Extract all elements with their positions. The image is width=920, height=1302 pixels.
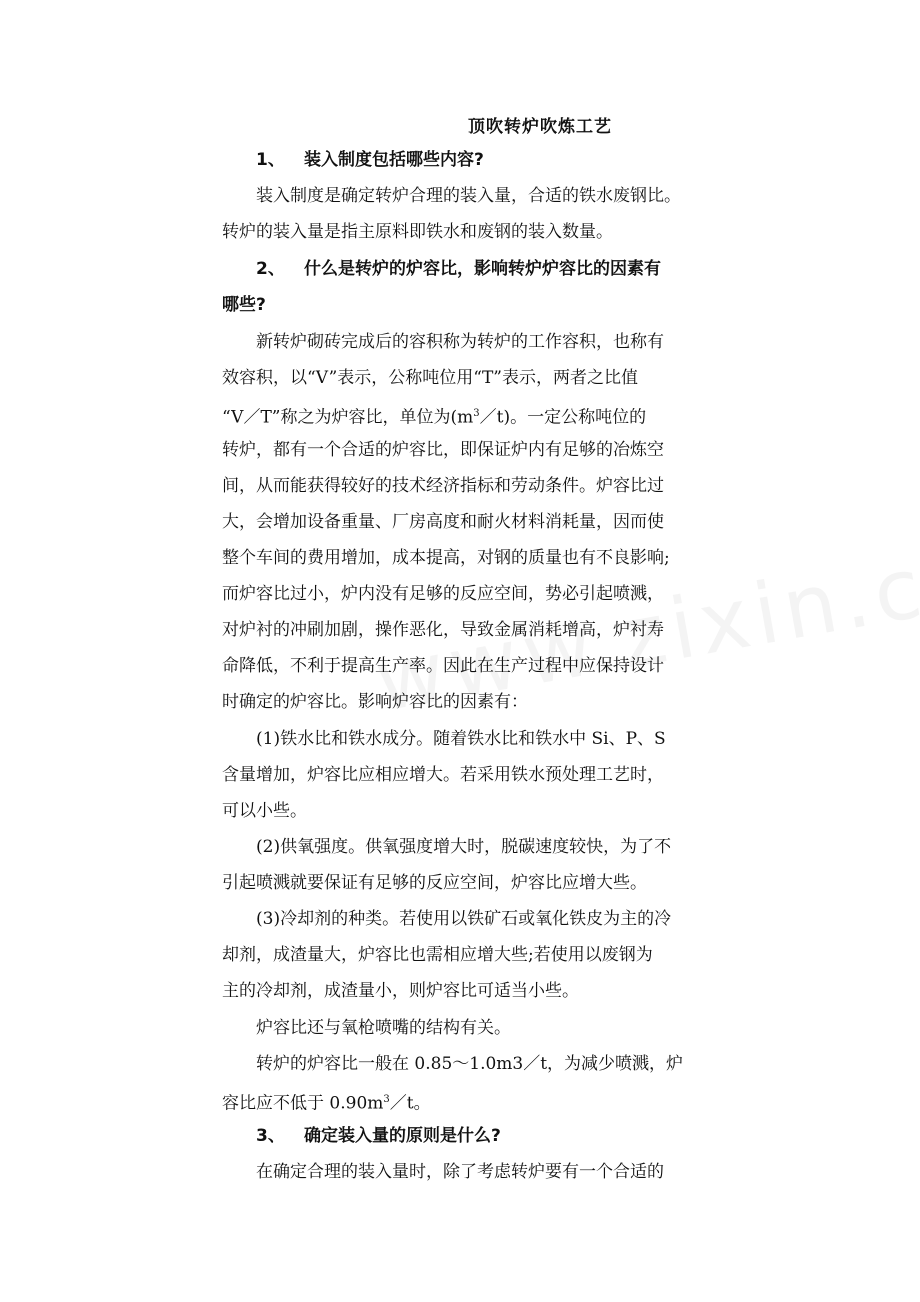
paragraph-line: 整个车间的费用增加，成本提高，对钢的质量也有不良影响; (222, 548, 670, 568)
paragraph-line: 含量增加，炉容比应相应增大。若采用铁水预处理工艺时， (222, 765, 664, 785)
question-2 (256, 257, 661, 281)
question-number: 3、 (256, 1126, 285, 1146)
paragraph-line (222, 1088, 431, 1116)
question-number: 1、 (256, 150, 285, 170)
paragraph-line: 炉容比还与氧枪喷嘴的结构有关。 (256, 1018, 511, 1038)
paragraph-line: 却剂，成渣量大，炉容比也需相应增大些;若使用以废钢为 (222, 945, 653, 965)
paragraph-line: 可以小些。 (222, 801, 307, 821)
question-3 (256, 1124, 501, 1148)
paragraph-line: 大，会增加设备重量、厂房高度和耐火材料消耗量，因而使 (222, 512, 664, 532)
paragraph-line: 装入制度是确定转炉合理的装入量，合适的铁水废钢比。 (256, 186, 681, 206)
question-text-continued: 哪些? (222, 295, 266, 315)
question-number: 2、 (256, 259, 285, 279)
paragraph-line: (1)铁水比和铁水成分。随着铁水比和铁水中 Si、P、S (256, 729, 666, 749)
paragraph-line: 在确定合理的装入量时，除了考虑转炉要有一个合适的 (256, 1162, 664, 1182)
paragraph-line: 转炉，都有一个合适的炉容比，即保证炉内有足够的冶炼空 (222, 440, 664, 460)
text-segment: ／t)。一定公称吨位的 (479, 407, 647, 428)
paragraph-line: 新转炉砌砖完成后的容积称为转炉的工作容积，也称有 (256, 332, 664, 352)
paragraph-line: 转炉的炉容比一般在 0.85～1.0m3／t，为减少喷溅，炉 (256, 1054, 684, 1074)
question-text: 装入制度包括哪些内容? (304, 150, 484, 170)
paragraph-line: (2)供氧强度。供氧强度增大时，脱碳速度较快，为了不 (256, 837, 672, 857)
paragraph-line: 转炉的装入量是指主原料即铁水和废钢的装入数量。 (222, 222, 613, 242)
paragraph-line: 主的冷却剂，成渣量小，则炉容比可适当小些。 (222, 981, 579, 1001)
paragraph-line: 效容积，以“V”表示，公称吨位用“T”表示，两者之比值 (222, 368, 639, 388)
paragraph-line: 而炉容比过小，炉内没有足够的反应空间，势必引起喷溅， (222, 584, 664, 604)
paragraph-line: 间，从而能获得较好的技术经济指标和劳动条件。炉容比过 (222, 476, 664, 496)
question-1 (256, 148, 484, 172)
superscript: 3 (473, 408, 480, 419)
paragraph-line: 对炉衬的冲刷加剧，操作恶化，导致金属消耗增高，炉衬寿 (222, 620, 664, 640)
paragraph-line: 时确定的炉容比。影响炉容比的因素有： (222, 692, 528, 712)
text-segment: ／t。 (389, 1093, 431, 1114)
paragraph-line: (3)冷却剂的种类。若使用以铁矿石或氧化铁皮为主的冷 (256, 909, 672, 929)
question-text: 什么是转炉的炉容比，影响转炉炉容比的因素有 (304, 259, 661, 279)
document-title: 顶吹转炉吹炼工艺 (468, 117, 612, 137)
paragraph-line: 引起喷溅就要保证有足够的反应空间，炉容比应增大些。 (222, 873, 647, 893)
paragraph-line (222, 402, 646, 430)
superscript: 3 (383, 1094, 390, 1105)
paragraph-line: 命降低，不利于提高生产率。因此在生产过程中应保持设计 (222, 656, 664, 676)
text-segment: “V／T”称之为炉容比，单位为(m (222, 407, 474, 428)
text-segment: 容比应不低于 0.90m (222, 1093, 384, 1114)
question-text: 确定装入量的原则是什么? (304, 1126, 501, 1146)
